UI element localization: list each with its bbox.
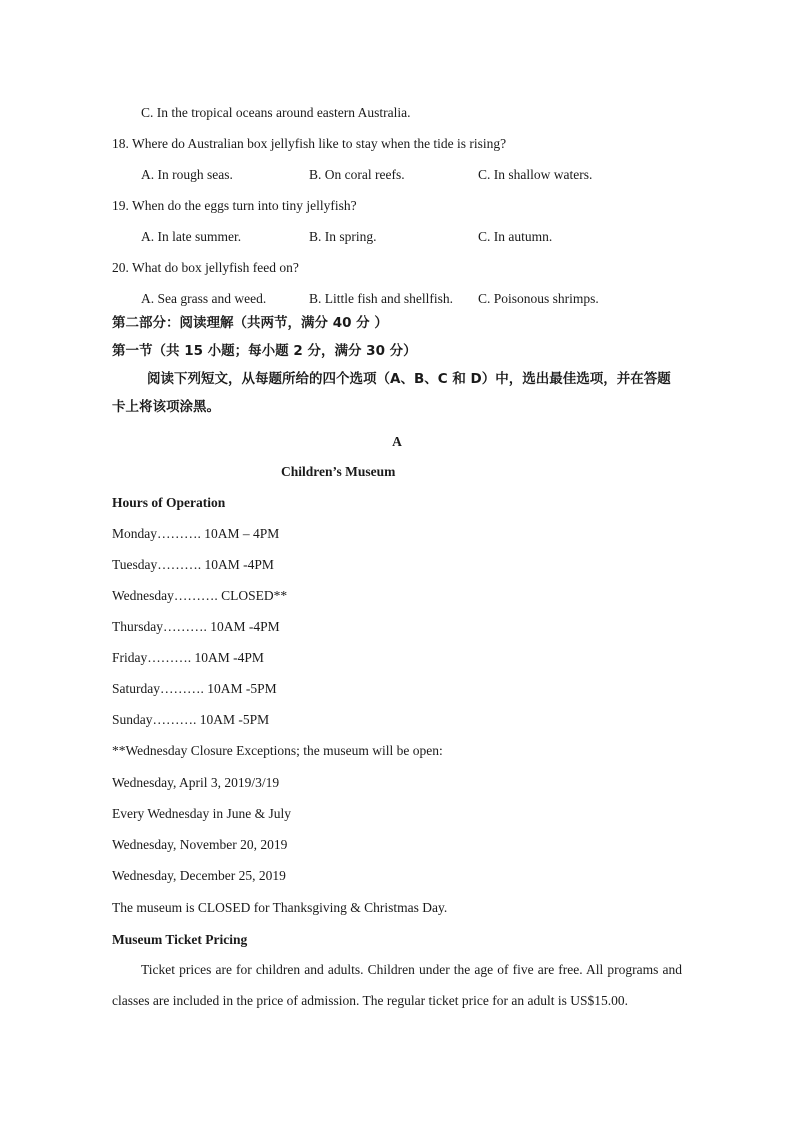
passage-letter: A bbox=[392, 434, 402, 449]
exceptions-note: **Wednesday Closure Exceptions; the museum will be open: bbox=[112, 743, 443, 758]
option-c: C. In autumn. bbox=[478, 229, 553, 244]
question-18: 18. Where do Australian box jellyfish like to stay when the tide is rising? bbox=[112, 136, 507, 151]
option-b: B. In spring. bbox=[309, 229, 377, 244]
option-b: B. On coral reefs. bbox=[309, 167, 405, 182]
closed-note: The museum is CLOSED for Thanksgiving & Christmas Day. bbox=[112, 900, 448, 915]
q17-option-c: C. In the tropical oceans around eastern Australia. bbox=[141, 105, 411, 120]
option-a: A. In late summer. bbox=[141, 229, 242, 244]
exception-date: Every Wednesday in June & July bbox=[112, 806, 292, 821]
hours-sunday: Sunday………. 10AM -5PM bbox=[112, 712, 270, 727]
hours-wednesday: Wednesday………. CLOSED** bbox=[112, 588, 288, 603]
pricing-paragraph: Ticket prices are for children and adults. Children under the age of five are free. All programs and classes are included in the price of admission. The regular ticket price for an adult is US$15.00. bbox=[112, 962, 682, 1008]
question-19: 19. When do the eggs turn into tiny jellyfish? bbox=[112, 198, 357, 213]
option-a: A. Sea grass and weed. bbox=[141, 291, 267, 306]
question-20: 20. What do box jellyfish feed on? bbox=[112, 260, 299, 275]
option-a: A. In rough seas. bbox=[141, 167, 233, 182]
hours-thursday: Thursday………. 10AM -4PM bbox=[112, 619, 280, 634]
hours-heading: Hours of Operation bbox=[112, 495, 226, 510]
option-b: B. Little fish and shellfish. bbox=[309, 291, 453, 306]
hours-monday: Monday………. 10AM – 4PM bbox=[112, 526, 280, 541]
option-c: C. In shallow waters. bbox=[478, 167, 593, 182]
instruction-line-2: 卡上将该项涂黑。 bbox=[112, 399, 220, 415]
hours-friday: Friday………. 10AM -4PM bbox=[112, 650, 264, 665]
passage-title: Children’s Museum bbox=[281, 464, 396, 479]
part-title: 第二部分：阅读理解（共两节，满分 40 分 ） bbox=[112, 315, 388, 331]
option-c: C. Poisonous shrimps. bbox=[478, 291, 599, 306]
exception-date: Wednesday, December 25, 2019 bbox=[112, 868, 286, 883]
section-title: 第一节（共 15 小题；每小题 2 分，满分 30 分） bbox=[112, 343, 417, 359]
hours-tuesday: Tuesday………. 10AM -4PM bbox=[112, 557, 274, 572]
instruction-line-1: 阅读下列短文，从每题所给的四个选项（A、B、C 和 D）中，选出最佳选项，并在答题 bbox=[147, 371, 671, 387]
hours-saturday: Saturday………. 10AM -5PM bbox=[112, 681, 277, 696]
pricing-heading: Museum Ticket Pricing bbox=[112, 932, 248, 947]
exception-date: Wednesday, April 3, 2019/3/19 bbox=[112, 775, 280, 790]
exception-date: Wednesday, November 20, 2019 bbox=[112, 837, 288, 852]
